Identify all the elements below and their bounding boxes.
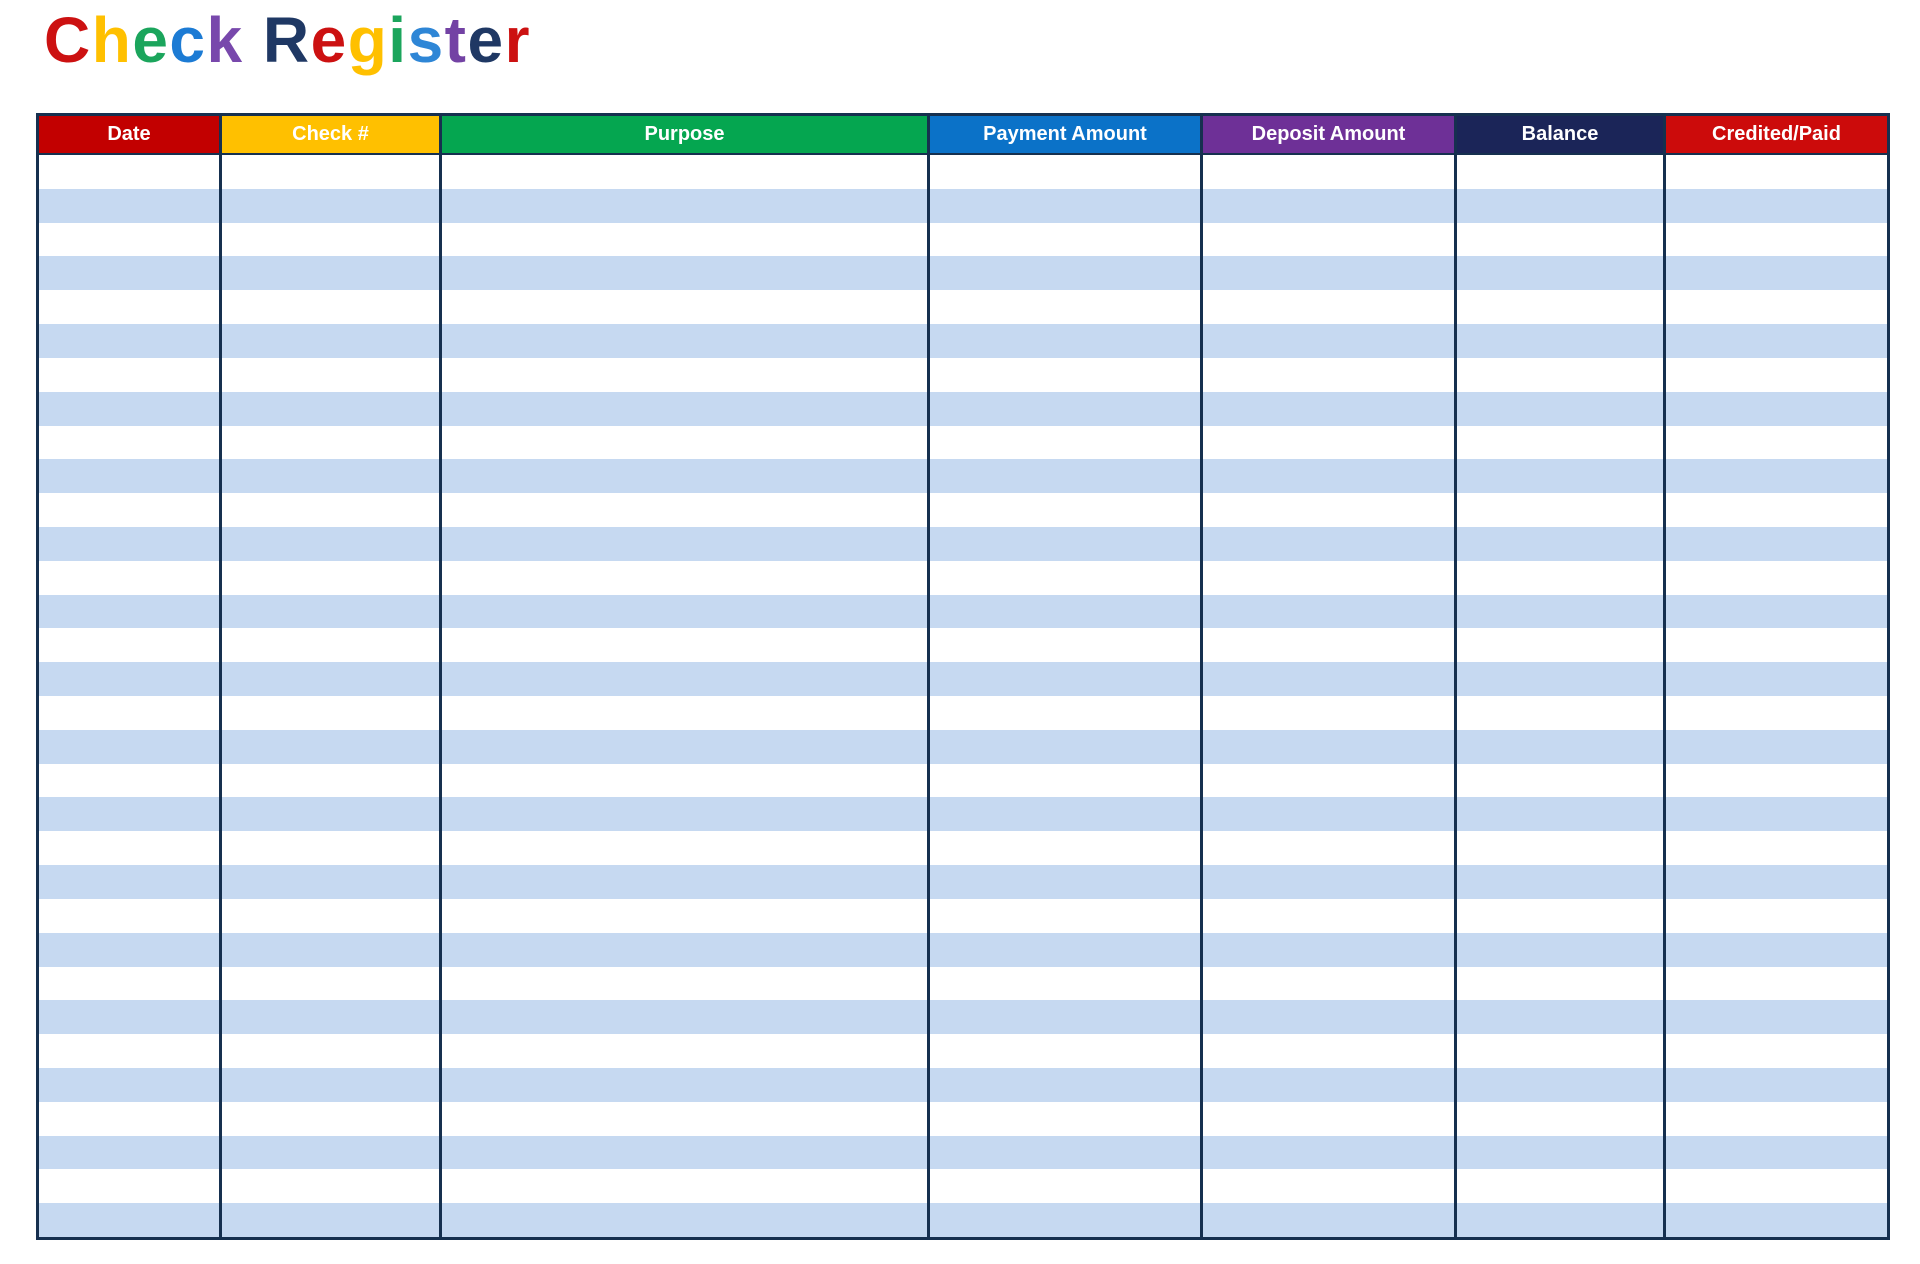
table-cell[interactable] (930, 797, 1203, 831)
table-cell[interactable] (442, 426, 930, 460)
table-cell[interactable] (1203, 797, 1457, 831)
table-cell[interactable] (930, 764, 1203, 798)
table-cell[interactable] (1457, 1068, 1666, 1102)
table-cell[interactable] (1666, 730, 1887, 764)
table-cell[interactable] (442, 459, 930, 493)
table-row (39, 696, 1887, 730)
table-cell[interactable] (222, 730, 442, 764)
table-cell[interactable] (222, 1203, 442, 1237)
table-cell[interactable] (442, 1169, 930, 1203)
table-cell[interactable] (222, 256, 442, 290)
table-cell[interactable] (222, 561, 442, 595)
table-cell[interactable] (39, 189, 222, 223)
table-cell[interactable] (1457, 797, 1666, 831)
table-cell[interactable] (1203, 1169, 1457, 1203)
table-cell[interactable] (1666, 967, 1887, 1001)
table-cell[interactable] (1457, 324, 1666, 358)
table-row (39, 1068, 1887, 1102)
table-cell[interactable] (1203, 899, 1457, 933)
title-letter: k (206, 4, 244, 76)
table-cell[interactable] (39, 1169, 222, 1203)
table-cell[interactable] (1457, 662, 1666, 696)
table-cell[interactable] (1666, 764, 1887, 798)
table-cell[interactable] (1203, 459, 1457, 493)
table-cell[interactable] (930, 595, 1203, 629)
table-cell[interactable] (222, 899, 442, 933)
table-cell[interactable] (1203, 662, 1457, 696)
table-cell[interactable] (442, 865, 930, 899)
table-cell[interactable] (222, 967, 442, 1001)
table-cell[interactable] (1203, 189, 1457, 223)
table-cell[interactable] (1203, 1034, 1457, 1068)
table-cell[interactable] (930, 1136, 1203, 1170)
table-cell[interactable] (1666, 1034, 1887, 1068)
table-cell[interactable] (39, 797, 222, 831)
table-cell[interactable] (1457, 1203, 1666, 1237)
table-cell[interactable] (930, 1034, 1203, 1068)
table-cell[interactable] (930, 967, 1203, 1001)
table-cell[interactable] (442, 831, 930, 865)
column-header-purpose: Purpose (442, 116, 930, 153)
table-cell[interactable] (930, 223, 1203, 257)
table-cell[interactable] (1666, 256, 1887, 290)
table-cell[interactable] (1457, 1034, 1666, 1068)
table-cell[interactable] (39, 595, 222, 629)
table-cell[interactable] (222, 223, 442, 257)
table-cell[interactable] (222, 155, 442, 189)
table-cell[interactable] (1457, 493, 1666, 527)
table-row (39, 628, 1887, 662)
table-cell[interactable] (1457, 459, 1666, 493)
table-cell[interactable] (39, 459, 222, 493)
table-cell[interactable] (222, 764, 442, 798)
table-cell[interactable] (1457, 223, 1666, 257)
table-cell[interactable] (39, 223, 222, 257)
table-row (39, 730, 1887, 764)
table-cell[interactable] (39, 290, 222, 324)
table-cell[interactable] (442, 1136, 930, 1170)
table-row (39, 459, 1887, 493)
table-cell[interactable] (222, 1136, 442, 1170)
table-cell[interactable] (39, 1136, 222, 1170)
table-row (39, 358, 1887, 392)
table-cell[interactable] (1666, 527, 1887, 561)
table-cell[interactable] (1457, 1000, 1666, 1034)
title-letter: r (504, 4, 531, 76)
table-cell[interactable] (1203, 324, 1457, 358)
table-cell[interactable] (222, 1000, 442, 1034)
table-row (39, 595, 1887, 629)
table-cell[interactable] (442, 189, 930, 223)
table-cell[interactable] (222, 1169, 442, 1203)
table-cell[interactable] (222, 290, 442, 324)
table-cell[interactable] (930, 426, 1203, 460)
table-cell[interactable] (1457, 1102, 1666, 1136)
table-cell[interactable] (1457, 764, 1666, 798)
table-cell[interactable] (1666, 662, 1887, 696)
table-cell[interactable] (222, 493, 442, 527)
table-cell[interactable] (442, 1034, 930, 1068)
table-cell[interactable] (39, 392, 222, 426)
table-cell[interactable] (442, 628, 930, 662)
table-cell[interactable] (39, 831, 222, 865)
table-cell[interactable] (39, 1034, 222, 1068)
table-cell[interactable] (222, 189, 442, 223)
title-letter: g (347, 4, 389, 76)
table-row (39, 1203, 1887, 1237)
table-cell[interactable] (1666, 290, 1887, 324)
table-cell[interactable] (930, 256, 1203, 290)
table-row (39, 1102, 1887, 1136)
table-cell[interactable] (1666, 189, 1887, 223)
table-cell[interactable] (930, 358, 1203, 392)
table-cell[interactable] (1457, 155, 1666, 189)
table-cell[interactable] (39, 628, 222, 662)
table-cell[interactable] (1203, 628, 1457, 662)
table-cell[interactable] (1666, 1203, 1887, 1237)
table-cell[interactable] (1203, 595, 1457, 629)
table-cell[interactable] (39, 527, 222, 561)
table-cell[interactable] (442, 933, 930, 967)
table-cell[interactable] (930, 662, 1203, 696)
table-cell[interactable] (442, 256, 930, 290)
table-cell[interactable] (222, 324, 442, 358)
table-cell[interactable] (1457, 1136, 1666, 1170)
table-cell[interactable] (1457, 831, 1666, 865)
table-row (39, 1000, 1887, 1034)
column-header-deposit-amount: Deposit Amount (1203, 116, 1457, 153)
table-cell[interactable] (1666, 155, 1887, 189)
table-row (39, 1136, 1887, 1170)
table-cell[interactable] (930, 696, 1203, 730)
column-header-balance: Balance (1457, 116, 1666, 153)
table-cell[interactable] (1666, 1000, 1887, 1034)
table-cell[interactable] (442, 155, 930, 189)
table-cell[interactable] (1203, 865, 1457, 899)
table-row (39, 561, 1887, 595)
table-cell[interactable] (930, 189, 1203, 223)
table-cell[interactable] (39, 662, 222, 696)
table-cell[interactable] (1203, 561, 1457, 595)
table-row (39, 662, 1887, 696)
table-cell[interactable] (1457, 561, 1666, 595)
table-cell[interactable] (1666, 358, 1887, 392)
table-cell[interactable] (1666, 1169, 1887, 1203)
table-cell[interactable] (39, 155, 222, 189)
table-cell[interactable] (442, 1000, 930, 1034)
table-cell[interactable] (222, 696, 442, 730)
table-cell[interactable] (1203, 256, 1457, 290)
table-cell[interactable] (39, 493, 222, 527)
table-cell[interactable] (1666, 899, 1887, 933)
table-cell[interactable] (1666, 459, 1887, 493)
table-cell[interactable] (1666, 933, 1887, 967)
column-header-payment-amount: Payment Amount (930, 116, 1203, 153)
table-cell[interactable] (222, 426, 442, 460)
table-cell[interactable] (930, 324, 1203, 358)
table-row (39, 865, 1887, 899)
title-letter: h (91, 4, 133, 76)
table-cell[interactable] (442, 392, 930, 426)
table-cell[interactable] (1457, 392, 1666, 426)
table-cell[interactable] (1203, 696, 1457, 730)
table-cell[interactable] (1203, 1068, 1457, 1102)
table-cell[interactable] (1457, 899, 1666, 933)
table-cell[interactable] (442, 797, 930, 831)
table-cell[interactable] (222, 662, 442, 696)
table-cell[interactable] (1666, 324, 1887, 358)
table-cell[interactable] (1457, 967, 1666, 1001)
table-cell[interactable] (1457, 628, 1666, 662)
table-cell[interactable] (442, 527, 930, 561)
table-cell[interactable] (930, 1068, 1203, 1102)
title-letter: C (44, 4, 92, 76)
table-cell[interactable] (39, 561, 222, 595)
title-letter: e (310, 4, 348, 76)
table-row (39, 155, 1887, 189)
table-cell[interactable] (1457, 730, 1666, 764)
table-cell[interactable] (930, 628, 1203, 662)
table-cell[interactable] (39, 324, 222, 358)
table-cell[interactable] (1203, 426, 1457, 460)
table-cell[interactable] (930, 392, 1203, 426)
title-letter: e (132, 4, 170, 76)
table-row (39, 933, 1887, 967)
table-cell[interactable] (39, 696, 222, 730)
table-cell[interactable] (1457, 527, 1666, 561)
table-cell[interactable] (1666, 628, 1887, 662)
table-cell[interactable] (930, 493, 1203, 527)
table-cell[interactable] (442, 290, 930, 324)
table-cell[interactable] (1457, 865, 1666, 899)
table-cell[interactable] (222, 933, 442, 967)
table-cell[interactable] (1666, 595, 1887, 629)
table-cell[interactable] (222, 865, 442, 899)
table-row (39, 831, 1887, 865)
table-row (39, 426, 1887, 460)
table-cell[interactable] (1203, 1136, 1457, 1170)
table-cell[interactable] (39, 426, 222, 460)
table-cell[interactable] (930, 933, 1203, 967)
table-cell[interactable] (1666, 426, 1887, 460)
table-cell[interactable] (1203, 967, 1457, 1001)
table-cell[interactable] (442, 967, 930, 1001)
table-cell[interactable] (222, 1102, 442, 1136)
table-cell[interactable] (1666, 561, 1887, 595)
table-cell[interactable] (442, 899, 930, 933)
table-cell[interactable] (222, 628, 442, 662)
table-cell[interactable] (442, 223, 930, 257)
table-cell[interactable] (1666, 223, 1887, 257)
table-cell[interactable] (1666, 865, 1887, 899)
table-row (39, 392, 1887, 426)
table-cell[interactable] (442, 324, 930, 358)
table-cell[interactable] (39, 1102, 222, 1136)
table-cell[interactable] (1203, 730, 1457, 764)
table-cell[interactable] (39, 1203, 222, 1237)
table-cell[interactable] (1203, 392, 1457, 426)
table-cell[interactable] (1666, 1102, 1887, 1136)
table-cell[interactable] (39, 730, 222, 764)
table-cell[interactable] (39, 865, 222, 899)
check-register-table (36, 113, 1890, 1240)
title-letter (244, 4, 263, 76)
table-cell[interactable] (1203, 1203, 1457, 1237)
table-cell[interactable] (930, 831, 1203, 865)
table-row (39, 764, 1887, 798)
table-cell[interactable] (222, 527, 442, 561)
table-cell[interactable] (1203, 290, 1457, 324)
table-cell[interactable] (1666, 696, 1887, 730)
title-letter: c (169, 4, 207, 76)
table-cell[interactable] (1457, 595, 1666, 629)
table-cell[interactable] (39, 1068, 222, 1102)
table-row (39, 223, 1887, 257)
title-letter: i (388, 4, 408, 76)
table-cell[interactable] (1666, 831, 1887, 865)
table-cell[interactable] (39, 256, 222, 290)
table-cell[interactable] (1666, 797, 1887, 831)
table-cell[interactable] (39, 1000, 222, 1034)
table-cell[interactable] (930, 1203, 1203, 1237)
table-cell[interactable] (222, 595, 442, 629)
column-header-check: Check # (222, 116, 442, 153)
table-cell[interactable] (222, 459, 442, 493)
table-cell[interactable] (1457, 1169, 1666, 1203)
table-cell[interactable] (1666, 1136, 1887, 1170)
table-body (39, 155, 1887, 1237)
table-row (39, 797, 1887, 831)
table-cell[interactable] (222, 392, 442, 426)
title-letter: s (407, 4, 445, 76)
table-cell[interactable] (1457, 696, 1666, 730)
table-cell[interactable] (442, 696, 930, 730)
table-cell[interactable] (222, 797, 442, 831)
table-cell[interactable] (1666, 392, 1887, 426)
table-cell[interactable] (930, 290, 1203, 324)
table-cell[interactable] (222, 1034, 442, 1068)
table-cell[interactable] (222, 831, 442, 865)
table-row (39, 1169, 1887, 1203)
table-cell[interactable] (1203, 223, 1457, 257)
table-row (39, 1034, 1887, 1068)
table-row (39, 967, 1887, 1001)
table-cell[interactable] (1203, 1102, 1457, 1136)
table-cell[interactable] (222, 1068, 442, 1102)
table-row (39, 527, 1887, 561)
table-cell[interactable] (442, 595, 930, 629)
table-cell[interactable] (442, 561, 930, 595)
page-title (44, 4, 531, 78)
table-cell[interactable] (39, 967, 222, 1001)
table-cell[interactable] (930, 1169, 1203, 1203)
table-cell[interactable] (1457, 256, 1666, 290)
table-row (39, 324, 1887, 358)
table-cell[interactable] (442, 493, 930, 527)
table-cell[interactable] (442, 1203, 930, 1237)
table-cell[interactable] (442, 764, 930, 798)
table-cell[interactable] (39, 764, 222, 798)
table-cell[interactable] (442, 1068, 930, 1102)
column-header-date: Date (39, 116, 222, 153)
table-cell[interactable] (1203, 1000, 1457, 1034)
table-cell[interactable] (1457, 189, 1666, 223)
table-cell[interactable] (442, 358, 930, 392)
table-cell[interactable] (930, 865, 1203, 899)
table-cell[interactable] (442, 662, 930, 696)
table-cell[interactable] (222, 358, 442, 392)
title-letter: R (262, 4, 311, 76)
title-letter: e (467, 4, 505, 76)
table-cell[interactable] (39, 933, 222, 967)
table-cell[interactable] (1203, 493, 1457, 527)
table-cell[interactable] (930, 561, 1203, 595)
table-cell[interactable] (930, 155, 1203, 189)
table-cell[interactable] (1203, 933, 1457, 967)
table-cell[interactable] (1457, 290, 1666, 324)
table-row (39, 493, 1887, 527)
table-cell[interactable] (930, 1102, 1203, 1136)
table-cell[interactable] (1457, 358, 1666, 392)
table-cell[interactable] (930, 527, 1203, 561)
table-cell[interactable] (1457, 426, 1666, 460)
table-cell[interactable] (442, 730, 930, 764)
table-cell[interactable] (930, 899, 1203, 933)
table-cell[interactable] (442, 1102, 930, 1136)
table-cell[interactable] (1203, 155, 1457, 189)
column-header-credited-paid: Credited/Paid (1666, 116, 1887, 153)
table-cell[interactable] (1457, 933, 1666, 967)
title-letter: t (444, 4, 468, 76)
table-header-row (39, 116, 1887, 155)
table-cell[interactable] (1203, 527, 1457, 561)
table-row (39, 290, 1887, 324)
table-cell[interactable] (1203, 831, 1457, 865)
table-cell[interactable] (39, 358, 222, 392)
table-cell[interactable] (930, 1000, 1203, 1034)
table-row (39, 189, 1887, 223)
table-cell[interactable] (930, 730, 1203, 764)
table-cell[interactable] (39, 899, 222, 933)
table-cell[interactable] (1666, 1068, 1887, 1102)
table-cell[interactable] (930, 459, 1203, 493)
table-cell[interactable] (1203, 764, 1457, 798)
table-row (39, 899, 1887, 933)
table-row (39, 256, 1887, 290)
table-cell[interactable] (1666, 493, 1887, 527)
table-cell[interactable] (1203, 358, 1457, 392)
